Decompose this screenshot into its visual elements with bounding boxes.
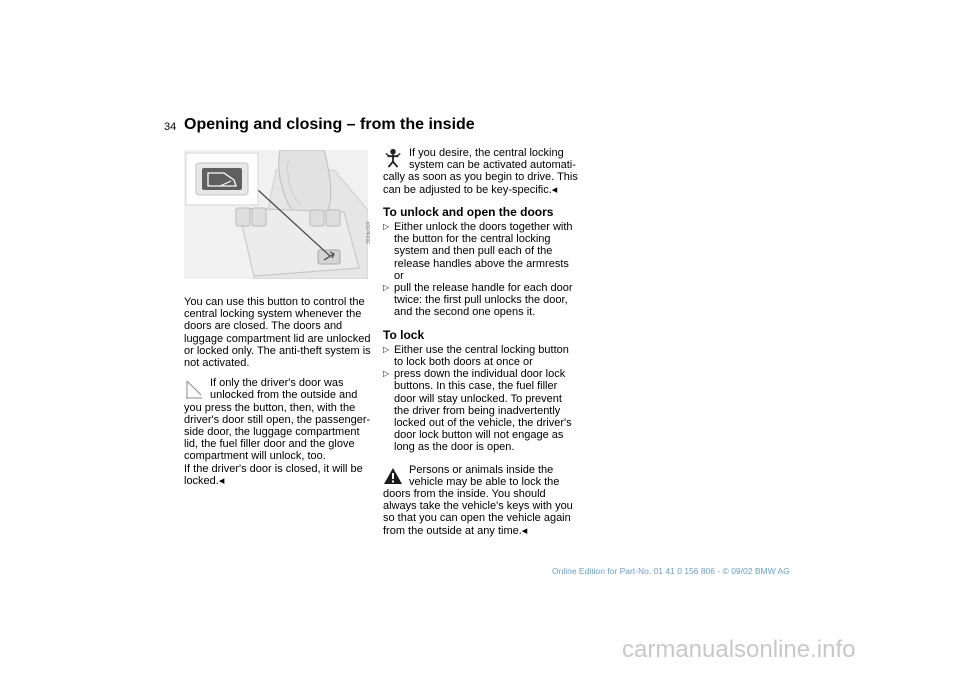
center-console-figure — [184, 150, 368, 279]
footer-edition: Online Edition for Part-No. 01 41 0 156 806 - © 09/02 BMW AG — [552, 566, 790, 576]
figure-code: 360de004 — [366, 221, 372, 244]
right-column — [383, 147, 579, 537]
warning-triangle-icon — [383, 466, 403, 486]
note-pencil-icon — [184, 379, 204, 399]
unlock-list — [383, 221, 579, 319]
note-first-line: If only the driver's door was unlocked from the outside and — [210, 377, 358, 402]
lock-list — [383, 344, 579, 454]
note-closed-door: If the driver's door is closed, it will be locked.◂ — [184, 462, 363, 487]
tip-block — [383, 147, 579, 196]
tip-first-line: If you desire, the central locking system can be activated automati- — [409, 147, 576, 172]
warning-block — [383, 464, 579, 537]
center-console-illustration — [184, 150, 368, 279]
list-item: ▷ Either use the central locking button to lock both doors at once or — [383, 344, 579, 368]
lock-heading: To lock — [383, 327, 425, 342]
tip-rest: cally as soon as you begin to drive. This can be adjusted to be key-specific.◂ — [383, 171, 578, 196]
list-item: ▷ pull the release handle for each door twice: the first pull unlocks the door, and the second one opens it. — [383, 282, 579, 319]
watermark: carmanualsonline.info — [622, 636, 856, 663]
left-column — [184, 296, 374, 487]
note-block — [184, 377, 374, 487]
note-rest: you press the button, then, with the driver's door still open, the passenger-side door, the luggage compartment lid, the fuel filler door and the glove compartment will unlock, too. — [184, 401, 371, 463]
list-item: ▷ Either unlock the doors together with the button for the central locking system and then pull each of the release handles above the armrests or — [383, 221, 579, 282]
list-item: ▷ press down the individual door lock buttons. In this case, the fuel filler door will stay unlocked. To prevent the driver from being inadvertently locked out of the vehicle, the driver's door lock button will not engage as long as the door is open. — [383, 368, 579, 453]
person-tip-icon — [383, 148, 403, 168]
warning-rest: doors from the inside. You should always take the vehicle's keys with you so that you can open the vehicle again from the outside at any time.◂ — [383, 488, 573, 537]
intro-paragraph: You can use this button to control the central locking system whenever the doors are closed. The doors and luggage compartment lid are unlocked or locked only. The anti-theft system is not activated. — [184, 296, 371, 370]
unlock-heading: To unlock and open the doors — [383, 204, 554, 219]
page-title: Opening and closing – from the inside — [184, 116, 475, 133]
warning-first-line: Persons or animals inside the vehicle may be able to lock the — [409, 463, 560, 488]
page-number: 34 — [164, 121, 177, 133]
